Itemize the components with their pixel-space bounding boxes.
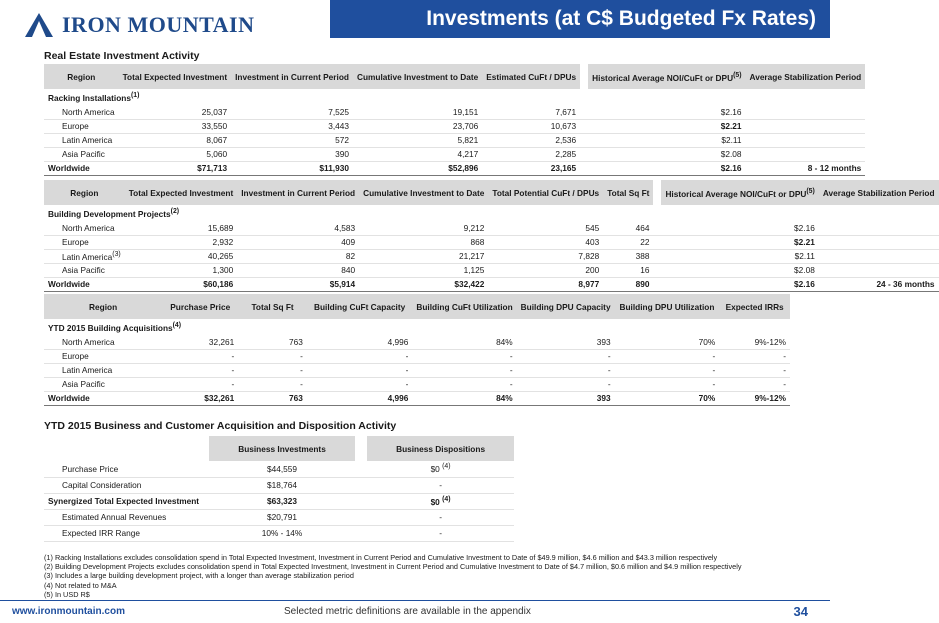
page-number: 34 [793,604,808,619]
table-row [44,249,939,263]
table-cell: 22 [603,235,653,249]
column-header: Average Stabilization Period [819,180,939,205]
table-cell: - [412,363,516,377]
table-cell: 19,151 [353,105,482,119]
table-cell: Latin America [44,133,119,147]
table-cell: 390 [231,147,353,161]
column-header: Total Expected Investment [119,64,232,89]
column-header: Region [44,294,162,319]
table-cell: - [238,363,307,377]
table-header-row [44,64,865,89]
website-link[interactable]: www.ironmountain.com [12,606,125,617]
table-cell: $32,422 [359,277,488,291]
header [0,0,830,46]
group-row [44,319,790,335]
table-cell: $2.16 [661,221,818,235]
table-cell: 10% - 14% [209,525,356,541]
table-row [44,461,514,477]
table-cell: Worldwide [44,277,125,291]
table-cell: 10,673 [482,119,580,133]
table-cell: 70% [615,335,720,349]
table-cell: 4,583 [237,221,359,235]
column-header: Business Investments [209,436,356,461]
table-row [44,349,790,363]
column-header: Building DPU Capacity [517,294,615,319]
table-cell: 9%-12% [719,391,790,405]
table-cell: Europe [44,119,119,133]
table-cell: 82 [237,249,359,263]
table-cell: 4,996 [307,391,412,405]
section-title-business: YTD 2015 Business and Customer Acquisition and Disposition Activity [44,420,397,432]
table-cell: 8 - 12 months [746,161,866,175]
table-header-row [44,436,514,461]
table-cell: Purchase Price [44,461,209,477]
table-cell: 763 [238,335,307,349]
table-cell: $2.16 [588,105,745,119]
table-cell: - [517,377,615,391]
table-cell: - [412,349,516,363]
table-cell: Asia Pacific [44,263,125,277]
table-cell: 8,977 [488,277,603,291]
table-row [44,525,514,541]
table-cell: $52,896 [353,161,482,175]
table-cell: 4,996 [307,335,412,349]
table-cell: $5,914 [237,277,359,291]
table-cell: - [162,349,238,363]
table-cell: 7,671 [482,105,580,119]
table-cell [746,133,866,147]
table-cell: 25,037 [119,105,232,119]
table-cell: - [719,349,790,363]
table-cell: 890 [603,277,653,291]
footer-bar [0,600,830,623]
table-row [44,277,939,291]
table-cell: - [307,349,412,363]
table-cell [746,119,866,133]
table-cell: $2.16 [588,161,745,175]
column-header: Building DPU Utilization [615,294,720,319]
table-row [44,363,790,377]
table-cell: $2.11 [588,133,745,147]
table-cell: $11,930 [231,161,353,175]
footnote: (1) Racking Installations excludes consolidation spend in Total Expected Investment, Investment in Current Period and Cumulative Investment to Date of $49.9 million, $4.6 million and $43.3 million respectively [44,553,718,562]
table-row [44,105,865,119]
table-cell: $44,559 [209,461,356,477]
table-cell: North America [44,335,162,349]
table-header-row [44,180,939,205]
table-cell: 200 [488,263,603,277]
group-row [44,89,865,105]
footnotes [44,553,742,599]
table-row [44,221,939,235]
table-cell: - [412,377,516,391]
table-cell: $0 $^{(4)}$ [367,461,514,477]
table-row [44,235,939,249]
table-cell: 23,165 [482,161,580,175]
table-cell: Synergized Total Expected Investment [44,493,209,509]
racking-table [44,64,865,176]
table-row [44,377,790,391]
table-cell: - [719,363,790,377]
table-cell: - [517,363,615,377]
table-cell [746,105,866,119]
table-cell: - [615,363,720,377]
column-header: Purchase Price [162,294,238,319]
table-cell: - [307,377,412,391]
table-cell: - [307,363,412,377]
table-cell: $2.08 [588,147,745,161]
table-cell: 1,300 [125,263,238,277]
table-cell: Asia Pacific [44,147,119,161]
logo[interactable] [24,10,274,40]
column-header: Business Dispositions [367,436,514,461]
logo-text: IRON MOUNTAIN [62,12,255,37]
table-cell: $2.16 [661,277,818,291]
table-cell: 5,821 [353,133,482,147]
table-cell: 393 [517,391,615,405]
table-row [44,391,790,405]
table-cell: 2,536 [482,133,580,147]
column-header: Total Sq Ft [603,180,653,205]
group-label: Building Development Projects$^{(2)}$ [48,207,180,219]
table-cell: $63,323 [209,493,356,509]
table-row [44,147,865,161]
table-cell: North America [44,221,125,235]
table-cell: - [719,377,790,391]
table-row [44,119,865,133]
table-cell: - [367,525,514,541]
table-cell: Worldwide [44,161,119,175]
table-cell: Capital Consideration [44,477,209,493]
table-cell: 40,265 [125,249,238,263]
table-cell: - [615,349,720,363]
table-cell: 32,261 [162,335,238,349]
table-cell: 84% [412,391,516,405]
footnote: (5) In USD R$ [44,589,90,599]
table-cell: 572 [231,133,353,147]
definitions-note: Selected metric definitions are available in the appendix [284,606,531,617]
table-cell: 21,217 [359,249,488,263]
table-cell: $60,186 [125,277,238,291]
column-header: Investment in Current Period [231,64,353,89]
table-cell: Latin America [44,363,162,377]
table-cell: Latin America$^{(3)}$ [44,249,125,263]
table-row [44,161,865,175]
table-cell: 403 [488,235,603,249]
table-cell: 464 [603,221,653,235]
table-row [44,493,514,509]
table-cell: $2.08 [661,263,818,277]
table-cell: Expected IRR Range [44,525,209,541]
column-header: Historical Average NOI/CuFt or DPU$^{(5)}$ [588,64,745,89]
footnote: (4) Not related to M&A [44,580,117,590]
column-header: Region [44,64,119,89]
table-cell [746,147,866,161]
table-cell: 7,828 [488,249,603,263]
table-cell: 70% [615,391,720,405]
column-header: Estimated CuFt / DPUs [482,64,580,89]
table-cell: - [517,349,615,363]
column-header: Total Sq Ft [238,294,307,319]
column-header: Cumulative Investment to Date [353,64,482,89]
column-header: Region [44,180,125,205]
table-cell: 2,932 [125,235,238,249]
column-header: Investment in Current Period [237,180,359,205]
group-row [44,205,939,221]
column-header: Expected IRRs [719,294,790,319]
table-cell: 9,212 [359,221,488,235]
table-cell: 393 [517,335,615,349]
table-cell: 5,060 [119,147,232,161]
table-cell: Europe [44,349,162,363]
table-cell: Asia Pacific [44,377,162,391]
table-cell: $32,261 [162,391,238,405]
table-row [44,133,865,147]
table-cell: 388 [603,249,653,263]
table-cell: 24 - 36 months [819,277,939,291]
table-cell: $0 $^{(4)}$ [367,493,514,509]
table-cell: Worldwide [44,391,162,405]
table-cell: 840 [237,263,359,277]
table-row [44,263,939,277]
table-cell: Estimated Annual Revenues [44,509,209,525]
table-cell: - [367,509,514,525]
table-cell: - [162,377,238,391]
table-cell: 409 [237,235,359,249]
group-label: Racking Installations$^{(1)}$ [48,91,140,103]
page-title: Investments (at C$ Budgeted Fx Rates) [330,0,830,38]
column-header: Historical Average NOI/CuFt or DPU$^{(5)}$ [661,180,818,205]
table-cell: 84% [412,335,516,349]
table-cell: - [238,377,307,391]
table-cell: 763 [238,391,307,405]
table-cell: 4,217 [353,147,482,161]
table-cell: 545 [488,221,603,235]
column-header: Building CuFt Capacity [307,294,412,319]
table-row [44,477,514,493]
table-header-row [44,294,790,319]
table-cell: 15,689 [125,221,238,235]
table-cell: - [162,363,238,377]
building-acquisitions-table [44,294,790,406]
column-header: Total Expected Investment [125,180,238,205]
section-title-real-estate: Real Estate Investment Activity [44,50,200,62]
footnote: (2) Building Development Projects excludes consolidation spend in Total Expected Investment, Investment in Current Period and Cumulative Investment to Date of $4.7 million, $0.6 million and $4.9 million respectively [44,562,742,572]
table-cell: $20,791 [209,509,356,525]
table-cell: 7,525 [231,105,353,119]
table-cell [819,221,939,235]
column-header: Cumulative Investment to Date [359,180,488,205]
table-row [44,335,790,349]
table-cell: 16 [603,263,653,277]
table-cell: 3,443 [231,119,353,133]
table-cell: North America [44,105,119,119]
column-header: Total Potential CuFt / DPUs [488,180,603,205]
table-cell: $2.11 [661,249,818,263]
table-cell [819,249,939,263]
table-row [44,509,514,525]
mountain-logo-icon [24,12,54,38]
table-cell: 2,285 [482,147,580,161]
table-cell: $2.21 [661,235,818,249]
table-cell: - [367,477,514,493]
table-cell: $71,713 [119,161,232,175]
table-cell: 868 [359,235,488,249]
table-cell: 23,706 [353,119,482,133]
table-cell: 1,125 [359,263,488,277]
column-header: Building CuFt Utilization [412,294,516,319]
table-cell: $18,764 [209,477,356,493]
table-cell: - [615,377,720,391]
table-cell: 33,550 [119,119,232,133]
table-cell: 9%-12% [719,335,790,349]
table-cell: Europe [44,235,125,249]
table-cell [819,263,939,277]
business-activity-table [44,436,514,542]
footnote: (3) Includes a large building development project, with a longer than average stabilization period [44,571,354,581]
table-cell: - [238,349,307,363]
table-cell: 8,067 [119,133,232,147]
building-development-table [44,180,939,292]
table-cell [819,235,939,249]
table-cell: $2.21 [588,119,745,133]
group-label: YTD 2015 Building Acquisitions$^{(4)}$ [48,321,182,333]
column-header: Average Stabilization Period [746,64,866,89]
